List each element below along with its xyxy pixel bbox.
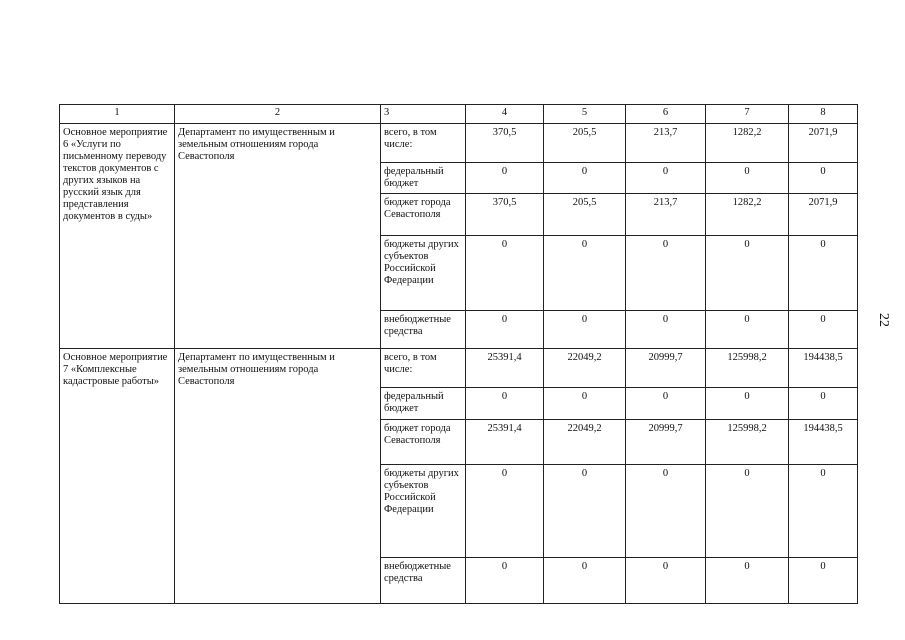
value-cell: 25391,4 xyxy=(466,349,544,388)
value-cell: 0 xyxy=(706,465,789,558)
source-cell: бюджеты других субъектов Российской Федерации xyxy=(381,236,466,311)
value-cell: 0 xyxy=(789,163,858,194)
table-row xyxy=(60,349,858,388)
budget-table xyxy=(59,104,858,604)
source-cell: внебюджетные средства xyxy=(381,311,466,349)
column-header: 1 xyxy=(60,105,175,124)
value-cell: 20999,7 xyxy=(626,349,706,388)
source-cell: всего, в том числе: xyxy=(381,124,466,163)
event-cell: Основное мероприятие 7 «Комплексные кадастровые работы» xyxy=(60,349,175,604)
value-cell: 0 xyxy=(466,388,544,420)
value-cell: 125998,2 xyxy=(706,349,789,388)
value-cell: 0 xyxy=(466,163,544,194)
value-cell: 0 xyxy=(789,236,858,311)
column-header: 4 xyxy=(466,105,544,124)
source-cell: федеральный бюджет xyxy=(381,163,466,194)
value-cell: 0 xyxy=(544,163,626,194)
value-cell: 0 xyxy=(466,465,544,558)
value-cell: 0 xyxy=(466,236,544,311)
value-cell: 0 xyxy=(626,163,706,194)
value-cell: 0 xyxy=(789,558,858,604)
value-cell: 25391,4 xyxy=(466,420,544,465)
value-cell: 213,7 xyxy=(626,194,706,236)
column-header: 8 xyxy=(789,105,858,124)
value-cell: 213,7 xyxy=(626,124,706,163)
source-cell: бюджет города Севастополя xyxy=(381,420,466,465)
column-header: 3 xyxy=(381,105,466,124)
value-cell: 0 xyxy=(466,558,544,604)
column-header: 5 xyxy=(544,105,626,124)
value-cell: 0 xyxy=(626,236,706,311)
value-cell: 22049,2 xyxy=(544,420,626,465)
value-cell: 0 xyxy=(544,558,626,604)
value-cell: 205,5 xyxy=(544,194,626,236)
value-cell: 0 xyxy=(626,311,706,349)
value-cell: 22049,2 xyxy=(544,349,626,388)
value-cell: 370,5 xyxy=(466,124,544,163)
column-header: 7 xyxy=(706,105,789,124)
value-cell: 0 xyxy=(466,311,544,349)
value-cell: 0 xyxy=(544,236,626,311)
value-cell: 0 xyxy=(626,388,706,420)
value-cell: 1282,2 xyxy=(706,124,789,163)
value-cell: 0 xyxy=(706,163,789,194)
value-cell: 0 xyxy=(789,388,858,420)
value-cell: 0 xyxy=(706,236,789,311)
source-cell: федеральный бюджет xyxy=(381,388,466,420)
value-cell: 2071,9 xyxy=(789,194,858,236)
value-cell: 0 xyxy=(789,465,858,558)
value-cell: 20999,7 xyxy=(626,420,706,465)
executor-cell: Департамент по имущественным и земельным отношениям города Севастополя xyxy=(175,349,381,604)
value-cell: 0 xyxy=(544,388,626,420)
event-cell: Основное мероприятие 6 «Услуги по письменному переводу текстов документов с других языков на русский язык для представления документов в суды» xyxy=(60,124,175,349)
value-cell: 194438,5 xyxy=(789,349,858,388)
value-cell: 0 xyxy=(626,465,706,558)
value-cell: 0 xyxy=(706,558,789,604)
value-cell: 194438,5 xyxy=(789,420,858,465)
source-cell: внебюджетные средства xyxy=(381,558,466,604)
source-cell: бюджет города Севастополя xyxy=(381,194,466,236)
source-cell: всего, в том числе: xyxy=(381,349,466,388)
value-cell: 0 xyxy=(789,311,858,349)
value-cell: 370,5 xyxy=(466,194,544,236)
source-cell: бюджеты других субъектов Российской Федерации xyxy=(381,465,466,558)
executor-cell: Департамент по имущественным и земельным отношениям города Севастополя xyxy=(175,124,381,349)
value-cell: 2071,9 xyxy=(789,124,858,163)
table-row xyxy=(60,124,858,163)
column-header: 6 xyxy=(626,105,706,124)
value-cell: 0 xyxy=(706,311,789,349)
value-cell: 0 xyxy=(626,558,706,604)
value-cell: 0 xyxy=(544,311,626,349)
value-cell: 205,5 xyxy=(544,124,626,163)
value-cell: 0 xyxy=(706,388,789,420)
value-cell: 1282,2 xyxy=(706,194,789,236)
column-header: 2 xyxy=(175,105,381,124)
header-row xyxy=(60,105,858,124)
value-cell: 0 xyxy=(544,465,626,558)
value-cell: 125998,2 xyxy=(706,420,789,465)
page-number: 22 xyxy=(876,313,891,327)
